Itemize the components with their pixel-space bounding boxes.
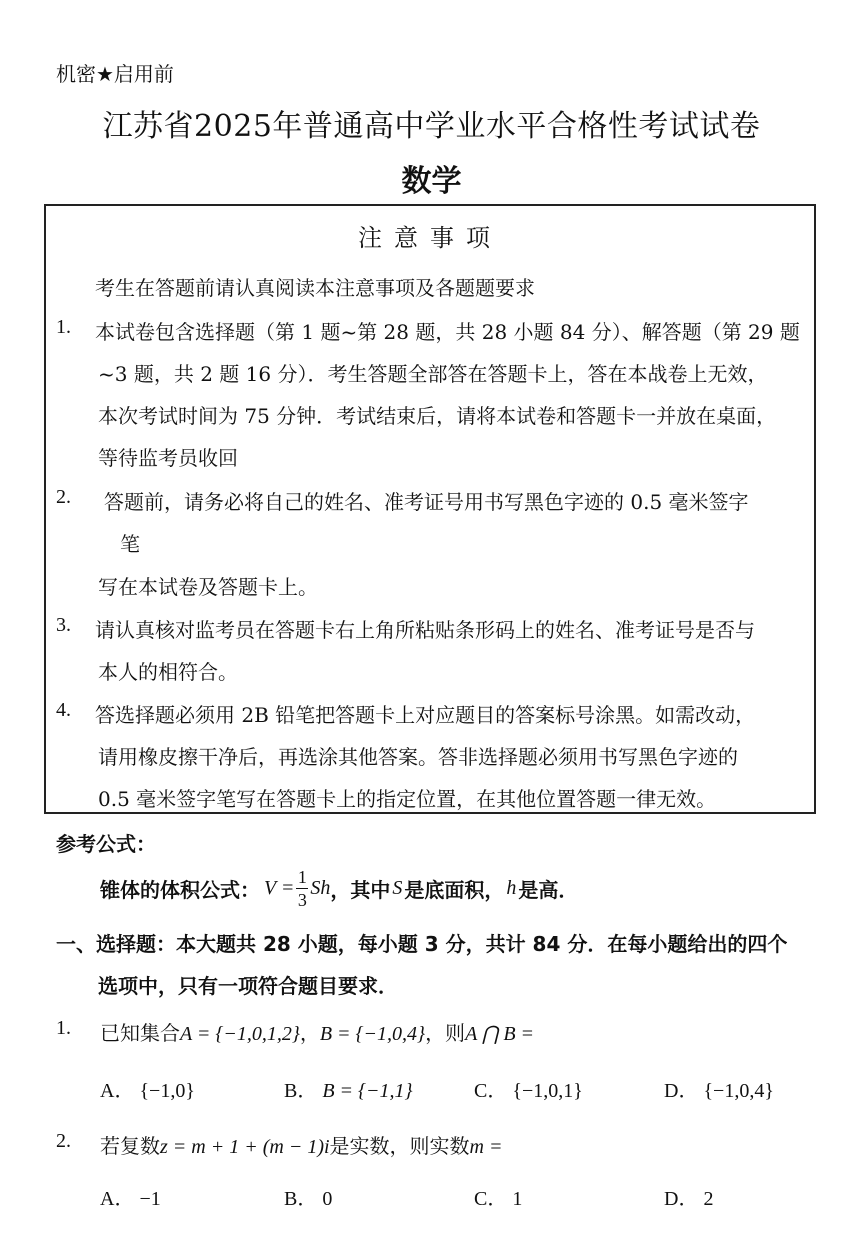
- notice-item-line: 本人的相符合。: [98, 660, 238, 684]
- formula-rhs: Sh: [310, 877, 331, 899]
- option-label: D．: [664, 1080, 699, 1102]
- question-number: 2.: [56, 1130, 71, 1152]
- confidential-mark: 机密★启用前: [56, 62, 174, 86]
- question-stem: [100, 1130, 502, 1159]
- option-value: B = {−1,1}: [322, 1080, 413, 1102]
- notice-item-line: 答题前，请务必将自己的姓名、准考证号用书写黑色字迹的 0.5 毫米签字: [104, 490, 749, 514]
- option-label: C．: [474, 1080, 508, 1102]
- notice-item-line: 答选择题必须用 2B 铅笔把答题卡上对应题目的答案标号涂黑。如需改动，: [95, 703, 756, 727]
- option-label: B．: [284, 1188, 318, 1210]
- notice-item-line: 写在本试卷及答题卡上。: [98, 575, 318, 599]
- stem-text: 若复数: [100, 1134, 160, 1158]
- formula-prefix: 锥体的体积公式：: [100, 878, 260, 902]
- formula-var-h: h: [506, 877, 517, 899]
- notice-heading: 注意事项: [358, 224, 502, 252]
- option-value: {−1,0,1}: [512, 1080, 583, 1102]
- notice-item-line: 本次考试时间为 75 分钟．考试结束后，请将本试卷和答题卡一并放在桌面，: [98, 404, 777, 428]
- notice-item-number: 2.: [56, 486, 71, 508]
- option: [664, 1182, 713, 1211]
- notice-item-line: 本试卷包含选择题（第 1 题~第 28 题，共 28 小题 84 分）、解答题（第 29 题: [95, 320, 800, 344]
- stem-text: 已知集合: [100, 1021, 180, 1045]
- section-heading: 一、选择题：本大题共 28 小题，每小题 3 分，共计 84 分．在每小题给出的四个: [56, 932, 788, 956]
- section-heading-cont: 选项中，只有一项符合题目要求．: [98, 974, 398, 998]
- option-label: B．: [284, 1080, 318, 1102]
- fraction-denominator: 3: [297, 890, 307, 910]
- notice-intro: 考生在答题前请认真阅读本注意事项及各题题要求: [95, 276, 535, 300]
- notice-item-number: 1.: [56, 316, 71, 338]
- notice-item-line: 请用橡皮擦干净后，再选涂其他答案。答非选择题必须用书写黑色字迹的: [98, 745, 738, 769]
- notice-item-line: 0.5 毫米签字笔写在答题卡上的指定位置，在其他位置答题一律无效。: [98, 787, 717, 811]
- option-label: C．: [474, 1188, 508, 1210]
- notice-item-number: 4.: [56, 699, 71, 721]
- option-label: D．: [664, 1188, 699, 1210]
- formula-suffix: 是底面积，: [404, 878, 505, 902]
- option: [100, 1182, 161, 1211]
- stem-text: ，则: [425, 1021, 466, 1045]
- question-stem: [100, 1017, 534, 1046]
- notice-item-line: 笔: [120, 532, 140, 556]
- option-value: {−1,0,4}: [703, 1080, 774, 1102]
- option-value: 0: [322, 1188, 333, 1210]
- notice-item-line: ~3 题，共 2 题 16 分）．考生答题全部答在答题卡上，答在本战卷上无效，: [98, 362, 768, 386]
- notice-item-line: 等待监考员收回: [98, 446, 238, 470]
- question-number: 1.: [56, 1017, 71, 1039]
- fraction-numerator: 1: [297, 867, 307, 887]
- formula-lhs: V =: [264, 877, 295, 899]
- subject-title: 数学: [401, 164, 462, 199]
- option: [474, 1074, 583, 1103]
- formula-var-s: S: [392, 877, 403, 899]
- formula-suffix: ，其中: [330, 878, 391, 902]
- option: [100, 1074, 195, 1103]
- formula-suffix: 是高．: [518, 878, 579, 902]
- notice-item-line: 请认真核对监考员在答题卡右上角所粘贴条形码上的姓名、准考证号是否与: [95, 618, 755, 642]
- option: [284, 1074, 413, 1103]
- stem-math: z = m + 1 + (m − 1)i: [160, 1136, 330, 1158]
- option-value: 1: [512, 1188, 523, 1210]
- option: [474, 1182, 522, 1211]
- option-value: 2: [703, 1188, 714, 1210]
- option-value: {−1,0}: [139, 1080, 195, 1102]
- formula-line: [100, 866, 578, 911]
- option: [664, 1074, 774, 1103]
- formula-fraction: [296, 866, 308, 911]
- option-label: A．: [100, 1080, 135, 1102]
- option-label: A．: [100, 1188, 135, 1210]
- stem-math: A = {−1,0,1,2}: [180, 1023, 300, 1045]
- option: [284, 1182, 332, 1211]
- stem-math: B = {−1,0,4}: [319, 1023, 426, 1045]
- formula-heading: 参考公式：: [56, 832, 156, 856]
- option-value: −1: [139, 1188, 161, 1210]
- stem-math: m =: [469, 1136, 503, 1158]
- stem-text: 是实数，则实数: [329, 1134, 470, 1158]
- exam-title: 江苏省2025年普通高中学业水平合格性考试试卷: [102, 109, 761, 144]
- notice-item-number: 3.: [56, 614, 71, 636]
- stem-text: ，: [299, 1021, 320, 1045]
- stem-math: A ⋂ B =: [465, 1023, 535, 1045]
